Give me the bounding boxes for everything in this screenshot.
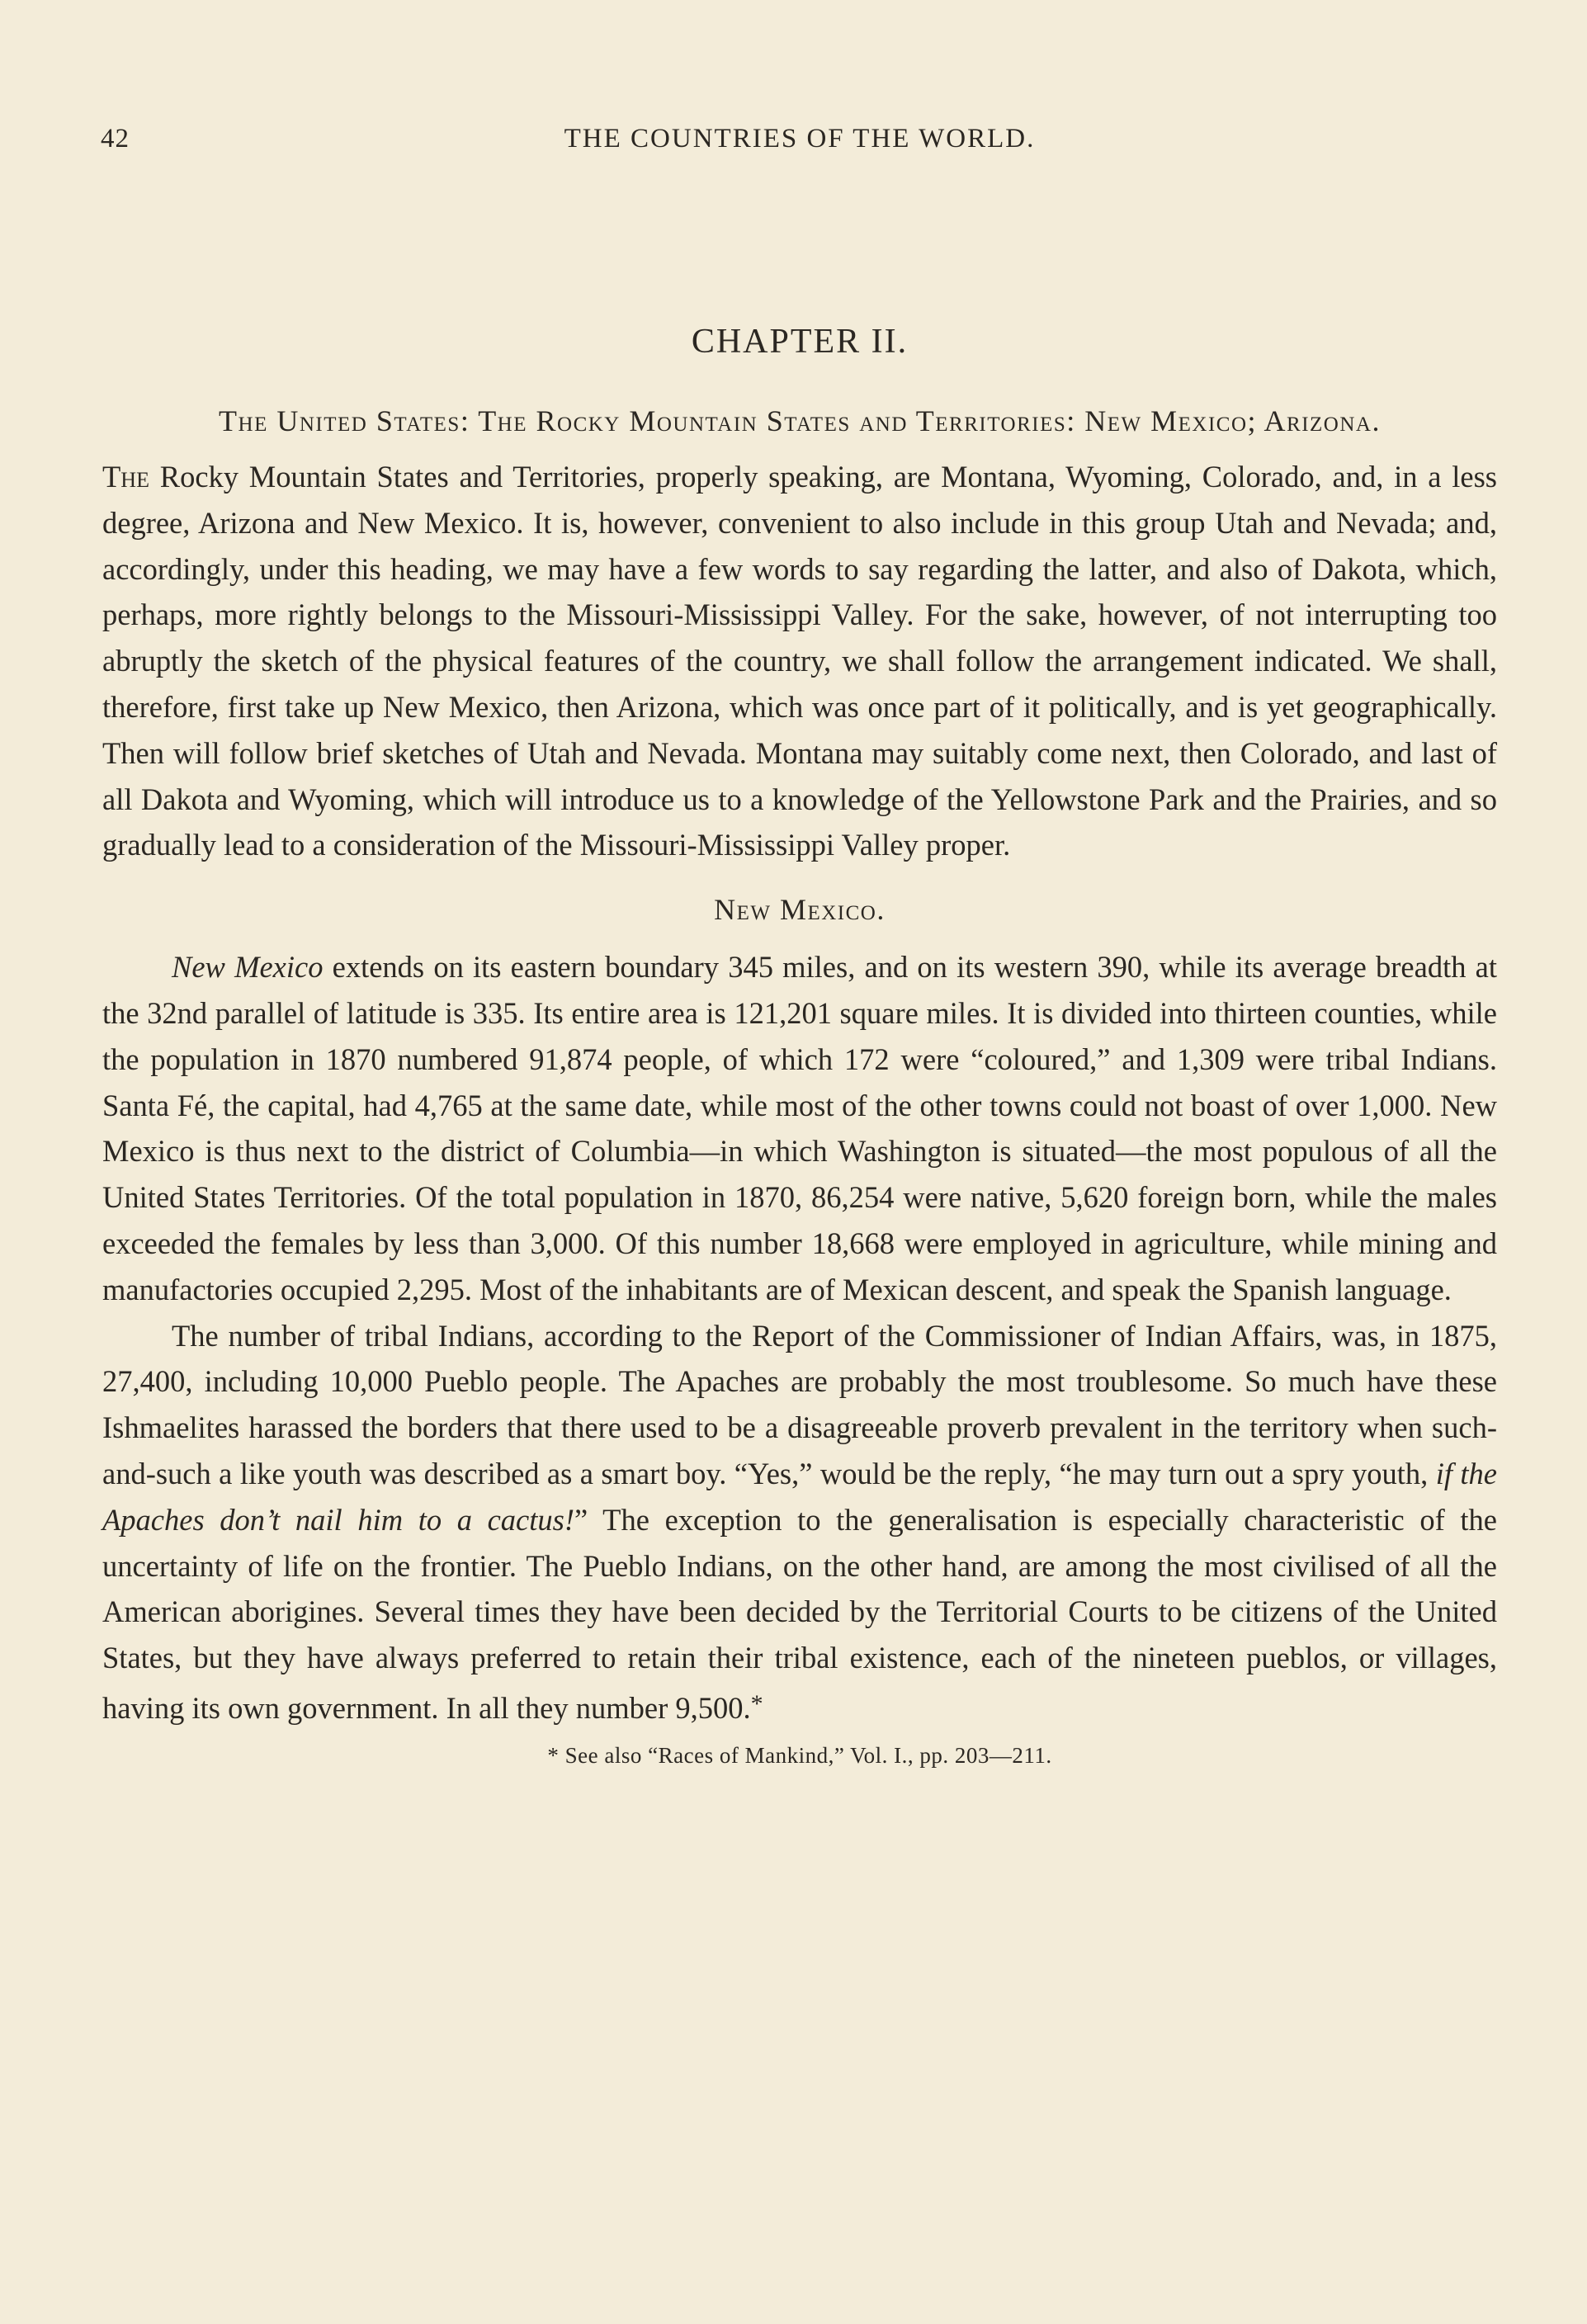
footnote-marker: *	[750, 1689, 763, 1717]
paragraph-text: extends on its eastern boundary 345 miles, and on its western 390, while its average breadth at the 32nd parallel of latitude is 335. Its entire area is 121,201 square miles. It is divided into thirteen counties, while the population in 1870 numbered 91,874 people, of which 172 were “coloured,” and 1,309 were tribal Indians. Santa Fé, the capital, had 4,765 at the same date, while most of the other towns could not boast of over 1,000. New Mexico is thus next to the district of Columbia—in which Washington is situated—the most populous of all the United States Territories. Of the total population in 1870, 86,254 were native, 5,620 foreign born, while the males exceeded the females by less than 3,000. Of this number 18,668 were employed in agriculture, while mining and manufactories occupied 2,295. Most of the inhabitants are of Mexican descent, and speak the Spanish language.	[102, 950, 1497, 1306]
intro-text: Rocky Mountain States and Territories, properly speaking, are Montana, Wyoming, Colorado, and, in a less degree, Arizona and New Mexico. It is, however, convenient to also include in this group Utah and Nevada; and, accordingly, under this heading, we may have a few words to say regarding the latter, and also of Dakota, which, perhaps, more rightly belongs to the Missouri-Mississippi Valley. For the sake, however, of not interrupting too abruptly the sketch of the physical features of the country, we shall follow the arrangement indicated. We shall, therefore, first take up New Mexico, then Arizona, which was once part of it politically, and is yet geographically. Then will follow brief sketches of Utah and Nevada. Montana may suitably come next, then Colorado, and last of all Dakota and Wyoming, which will introduce us to a knowledge of the Yellowstone Park and the Prairies, and so gradually lead to a consideration of the Missouri-Mississippi Valley proper.	[102, 460, 1497, 862]
paragraph-italic-phrase: if the Apaches don’t nail him to a cactus!	[102, 1456, 1497, 1537]
running-head	[102, 116, 1497, 165]
section-heading: New Mexico.	[714, 893, 886, 927]
intro-first-word: The	[102, 460, 149, 494]
paragraph-new-mexico-stats	[102, 944, 1497, 1312]
paragraph-lead-italic: New Mexico	[172, 950, 324, 985]
running-title: THE COUNTRIES OF THE WORLD.	[564, 124, 1036, 154]
chapter-title: CHAPTER II.	[691, 323, 909, 361]
intro-paragraph	[102, 454, 1497, 868]
paragraph-text-before: The number of tribal Indians, according to the Report of the Commissioner of Indian Affairs, was, in 1875, 27,400, including 10,000 Pueblo people. The Apaches are probably the most troublesome. So much have these Ishmaelites harassed the borders that there used to be a disagreeable proverb prevalent in the territory when such-and-such a like youth was described as a smart boy. “Yes,” would be the reply, “he may turn out a spry youth,	[102, 1318, 1497, 1490]
page-number: 42	[101, 124, 130, 154]
book-page	[102, 116, 1497, 1769]
footnote: * See also “Races of Mankind,” Vol. I., pp. 203—211.	[547, 1742, 1052, 1768]
paragraph-text-after: ” The exception to the generalisation is especially characteristic of the uncertainty of life on the frontier. The Pueblo Indians, on the other hand, are among the most civilised of all the American aborigines. Several times they have been decided by the Territorial Courts to be citizens of the United States, but they have always preferred to retain their tribal existence, each of the nineteen pueblos, or villages, having its own government. In all they number 9,500.	[102, 1502, 1497, 1725]
chapter-subtitle: The United States: The Rocky Mountain States and Territories: New Mexico; Arizona.	[219, 404, 1381, 437]
paragraph-tribal-indians	[102, 1313, 1497, 1731]
